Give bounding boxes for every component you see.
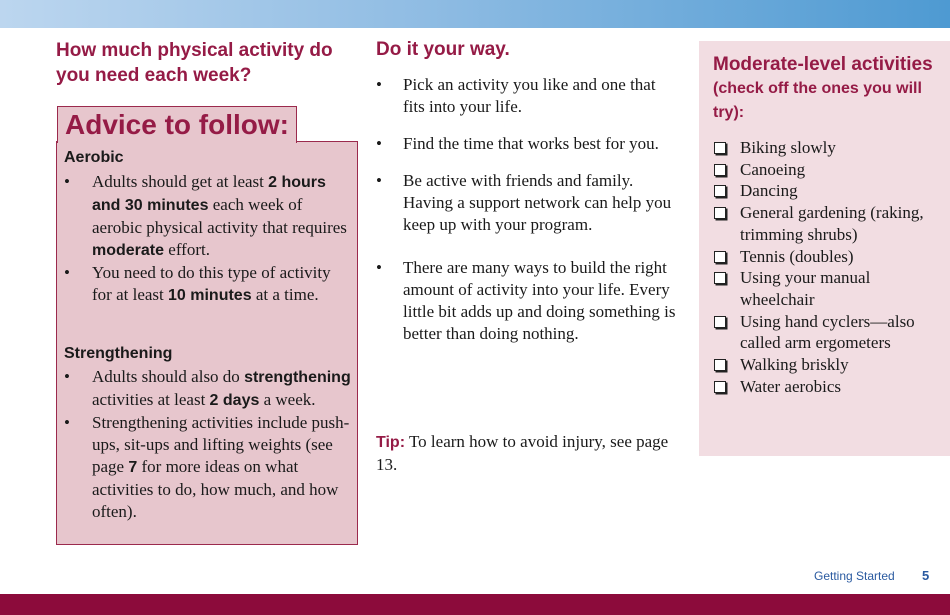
footer-section-label: Getting Started bbox=[814, 569, 895, 583]
list-item bbox=[376, 257, 676, 345]
aerobic-list bbox=[64, 171, 354, 307]
list-item bbox=[376, 170, 676, 236]
list-item bbox=[64, 171, 354, 262]
aerobic-heading: Aerobic bbox=[64, 149, 124, 166]
bottom-banner bbox=[0, 594, 950, 615]
item-text: Find the time that works best for you. bbox=[403, 134, 659, 153]
checkbox-icon[interactable] bbox=[714, 142, 726, 154]
item-emphasis: 2 days bbox=[209, 392, 260, 409]
activities-checklist bbox=[713, 137, 948, 397]
list-item bbox=[64, 366, 354, 412]
bullet-icon: • bbox=[64, 263, 70, 282]
checklist-item bbox=[713, 159, 948, 181]
item-emphasis: moderate bbox=[92, 242, 165, 259]
middle-heading: Do it your way. bbox=[376, 39, 510, 60]
item-text: at a time. bbox=[251, 285, 319, 304]
list-item bbox=[376, 133, 676, 155]
checkbox-icon[interactable] bbox=[714, 251, 726, 263]
item-text: You need to do this type of activity for at least bbox=[92, 263, 331, 304]
activity-label: Using hand cyclers—also called arm ergometers bbox=[740, 311, 915, 353]
item-text: each week of aerobic physical activity that requires bbox=[92, 195, 347, 237]
bullet-icon: • bbox=[376, 134, 382, 153]
tip-note bbox=[376, 431, 676, 476]
item-text: Adults should also do bbox=[92, 367, 245, 386]
item-text: activities at least bbox=[92, 390, 210, 409]
item-text: Adults should get at least bbox=[92, 172, 269, 191]
bullet-icon: • bbox=[376, 171, 382, 190]
activity-label: General gardening (raking, trimming shrubs) bbox=[740, 203, 924, 244]
activity-label: Water aerobics bbox=[740, 376, 842, 396]
bullet-icon: • bbox=[376, 258, 382, 277]
item-text: There are many ways to build the right amount of activity into your life. Every little bit adds up and doing something is better than doing nothing. bbox=[403, 258, 676, 343]
item-text: Pick an activity you like and one that fits into your life. bbox=[403, 75, 656, 116]
strengthening-heading: Strengthening bbox=[64, 345, 173, 362]
checkbox-icon[interactable] bbox=[714, 316, 726, 328]
activities-heading bbox=[713, 52, 938, 125]
checkbox-icon[interactable] bbox=[714, 164, 726, 176]
item-text: Be active with friends and family. Having a support network can help you keep up with your program. bbox=[403, 171, 672, 234]
tip-text: To learn how to avoid injury, see page 13. bbox=[376, 432, 669, 474]
checkbox-icon[interactable] bbox=[714, 272, 726, 284]
list-item bbox=[64, 262, 354, 307]
item-emphasis: strengthening bbox=[244, 369, 351, 386]
tip-label: Tip: bbox=[376, 434, 406, 451]
checkbox-icon[interactable] bbox=[714, 207, 726, 219]
checklist-item bbox=[713, 267, 948, 310]
item-emphasis: 10 minutes bbox=[168, 287, 252, 304]
bullet-icon: • bbox=[64, 413, 70, 432]
page-number: 5 bbox=[922, 568, 930, 583]
list-item bbox=[64, 412, 354, 523]
activity-label: Tennis (doubles) bbox=[740, 246, 854, 266]
item-emphasis: 2 hours and 30 minutes bbox=[92, 174, 326, 214]
activities-title: Moderate-level activities bbox=[713, 54, 933, 75]
activity-label: Biking slowly bbox=[740, 138, 836, 157]
advice-title: Advice to follow: bbox=[57, 106, 297, 143]
item-text: Strengthening activities include push-ups, sit-ups and lifting weights (see page bbox=[92, 413, 350, 476]
checkbox-icon[interactable] bbox=[714, 359, 726, 371]
activity-label: Dancing bbox=[740, 181, 798, 201]
activity-label: Walking briskly bbox=[740, 355, 849, 375]
item-text: a week. bbox=[259, 390, 316, 409]
activity-label: Canoeing bbox=[740, 159, 806, 179]
item-emphasis: 7 bbox=[128, 459, 138, 476]
activities-subtitle: (check off the ones you will try): bbox=[713, 80, 922, 121]
checklist-item bbox=[713, 246, 948, 268]
item-text: for more ideas on what activities to do, how much, and how often). bbox=[92, 457, 339, 521]
strengthening-list bbox=[64, 366, 354, 523]
checklist-item bbox=[713, 180, 948, 202]
checklist-item bbox=[713, 311, 948, 354]
bullet-icon: • bbox=[64, 172, 70, 191]
checklist-item bbox=[713, 202, 948, 245]
checklist-item bbox=[713, 376, 948, 398]
bullet-icon: • bbox=[376, 75, 382, 94]
checklist-item bbox=[713, 137, 948, 159]
checkbox-icon[interactable] bbox=[714, 185, 726, 197]
activity-label: Using your manual wheelchair bbox=[740, 268, 871, 309]
list-item bbox=[376, 74, 676, 118]
top-banner bbox=[0, 0, 950, 28]
checklist-item bbox=[713, 354, 948, 376]
bullet-icon: • bbox=[64, 367, 70, 386]
checkbox-icon[interactable] bbox=[714, 381, 726, 393]
item-text: effort. bbox=[164, 240, 210, 259]
section-question: How much physical activity do you need each week? bbox=[56, 40, 333, 86]
middle-bullet-list bbox=[376, 74, 676, 345]
